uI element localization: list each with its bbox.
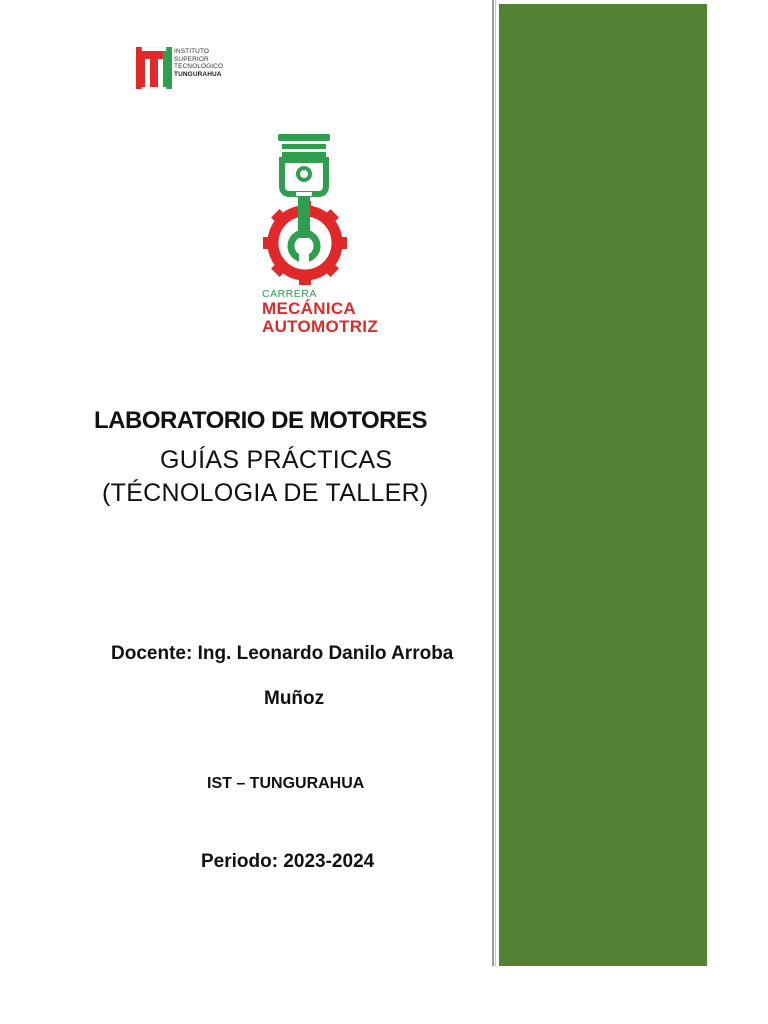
- institute-line-3: TECNOLÓGICO: [174, 63, 224, 71]
- document-title: LABORATORIO DE MOTORES: [94, 407, 428, 434]
- institute-logo: [136, 47, 256, 91]
- institute-t-logo-icon: [136, 47, 172, 89]
- institute-line-4: TUNGURAHUA: [174, 70, 222, 78]
- divider-line-thin: [495, 0, 496, 966]
- document-subtitle-2: (TÉCNOLOGIA DE TALLER): [102, 479, 429, 507]
- teacher-line-1: Docente: Ing. Leonardo Danilo Arroba: [111, 643, 454, 664]
- piston-gear-emblem-icon: [258, 130, 354, 290]
- green-side-panel: [499, 4, 707, 966]
- career-name-line-1: MECÁNICA: [262, 299, 357, 318]
- institute-name: [174, 48, 223, 78]
- institute-line-2: SUPERIOR: [174, 55, 209, 63]
- career-name: [262, 288, 378, 336]
- academic-period: Periodo: 2023-2024: [201, 851, 375, 872]
- teacher-line-2: Muñoz: [264, 688, 325, 709]
- institute-line-1: INSTITUTO: [174, 48, 210, 55]
- institution-name: IST – TUNGURAHUA: [207, 775, 365, 792]
- career-name-line-2: AUTOMOTRIZ: [262, 317, 379, 336]
- career-label: CARRERA: [262, 288, 317, 300]
- document-subtitle: GUÍAS PRÁCTICAS: [160, 446, 393, 474]
- divider-line: [492, 0, 494, 966]
